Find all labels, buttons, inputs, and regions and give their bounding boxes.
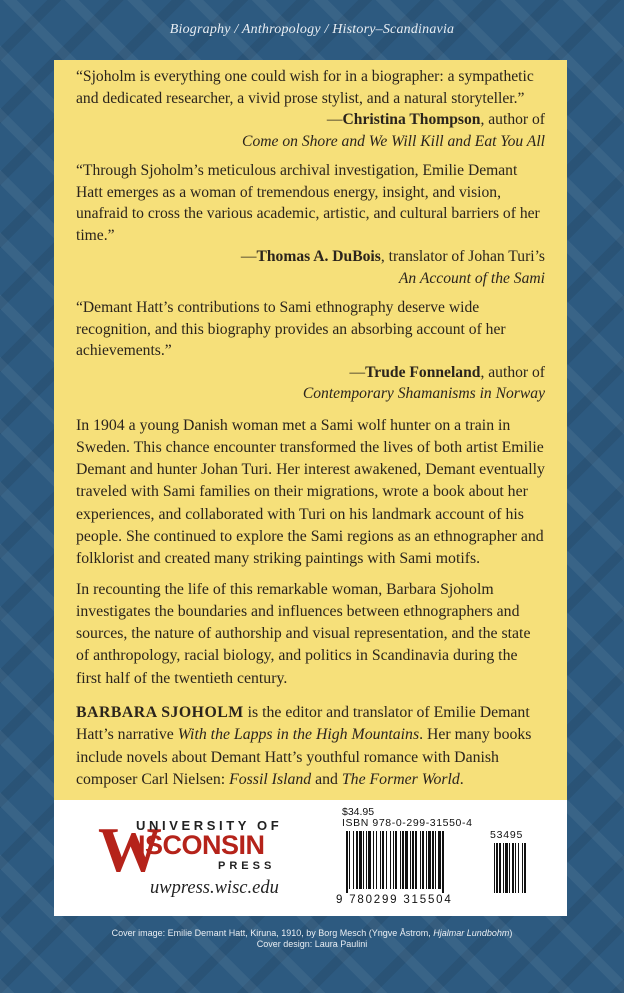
barcode-digits: 9 780299 315504 xyxy=(336,894,453,906)
publisher-logo xyxy=(98,812,303,912)
attribution-role: , author of xyxy=(480,111,545,128)
blurb-attribution xyxy=(76,109,545,131)
author-bio-text: . Her many books include novels about Demant Hatt’s youthful romance with Danish composer Carl Nielsen: xyxy=(76,726,532,788)
attribution-work: Come on Shore and We Will Kill and Eat You All xyxy=(242,132,545,150)
attribution-dash: — xyxy=(349,363,366,381)
cover-design-credit: Cover design: Laura Paulini xyxy=(256,939,368,949)
author-name: BARBARA SJOHOLM xyxy=(76,704,244,722)
blurb-quote: “Sjoholm is everything one could wish for in a biographer: a sympathetic and dedicated researcher, a vivid prose stylist, and a natural storyteller.” xyxy=(76,68,534,107)
back-cover-panel xyxy=(54,60,567,800)
cover-image-credit xyxy=(0,928,624,939)
publisher-band xyxy=(54,800,567,916)
author-bio-text: is the editor and translator of Emilie Demant Hatt’s narrative xyxy=(76,704,530,744)
attribution-work: An Account of the Sami xyxy=(398,269,545,287)
blurb-quote: “Through Sjoholm’s meticulous archival investigation, Emilie Demant Hatt emerges as a woman of tremendous energy, insight, and vision, unafraid to cross the various academic, artistic, and cultural barriers of her time.” xyxy=(76,162,540,244)
attribution-name: Christina Thompson xyxy=(342,111,481,128)
blurb-attribution xyxy=(76,246,545,268)
blurb-thompson xyxy=(76,66,545,152)
description-paragraph-1: In 1904 a young Danish woman met a Sami wolf hunter on a train in Sweden. This chance encounter transformed the lives of both artist Emilie Demant and hunter Johan Turi. Her interest awakened, Demant eventually traveled with Sami families on their migrations, wrote a book about her experiences, and collaborated with Turi on his landmark account of his people. She continued to explore the Sami regions as an ethnographer and folklorist and created many striking paintings with Sami motifs. xyxy=(76,416,545,568)
price-label: $34.95 xyxy=(342,806,375,818)
credit-text: Cover image: Emilie Demant Hatt, Kiruna, 1910, by Borg Mesch (Yngve Åstrom, xyxy=(111,928,434,938)
author-bio-work: With the Lapps in the High Mountains xyxy=(177,726,420,744)
isbn-label: ISBN 978-0-299-31550-4 xyxy=(342,817,473,829)
attribution-name: Trude Fonneland xyxy=(365,363,481,381)
blurb-fonneland xyxy=(76,297,545,405)
credit-italic: Hjalmar Lundbohm xyxy=(433,928,510,938)
blurb-quote: “Demant Hatt’s contributions to Sami ethnography deserve wide recognition, and this biography provides an absorbing account of her achievements.” xyxy=(76,299,506,359)
barcode-bars xyxy=(342,831,552,895)
attribution-dash: — xyxy=(326,111,343,128)
logo-wisconsin: ISCONSIN xyxy=(138,830,265,860)
author-bio xyxy=(76,702,545,791)
logo-w-mark: W xyxy=(98,814,162,885)
description-paragraph-2: In recounting the life of this remarkable woman, Barbara Sjoholm investigates the boundaries and influences between ethnographers and sources, the nature of authorship and visual representation, and the state of anthropology, racial biology, and politics in Scandinavia during the first half of the twentieth century. xyxy=(76,580,531,687)
price-addon-digits: 53495 xyxy=(490,829,524,841)
author-bio-work: The Former World xyxy=(341,770,460,788)
attribution-work: Contemporary Shamanisms in Norway xyxy=(302,385,545,402)
publisher-url[interactable]: uwpress.wisc.edu xyxy=(150,878,279,898)
attribution-dash: — xyxy=(240,248,257,265)
attribution-name: Thomas A. DuBois xyxy=(256,248,381,265)
blurb-dubois xyxy=(76,160,545,289)
blurb-attribution xyxy=(76,362,545,384)
subject-categories: Biography / Anthropology / History–Scandinavia xyxy=(169,22,455,37)
logo-university-of: UNIVERSITY OF xyxy=(136,818,283,833)
isbn-barcode xyxy=(336,806,556,910)
author-bio-text: and xyxy=(311,770,342,788)
attribution-role: , author of xyxy=(480,363,545,381)
logo-press: PRESS xyxy=(218,860,276,872)
author-bio-text: . xyxy=(459,770,464,788)
credit-text: ) xyxy=(509,928,513,938)
author-bio-work: Fossil Island xyxy=(229,770,312,788)
attribution-role: , translator of Johan Turi’s xyxy=(380,248,545,265)
cover-credits xyxy=(0,928,624,950)
